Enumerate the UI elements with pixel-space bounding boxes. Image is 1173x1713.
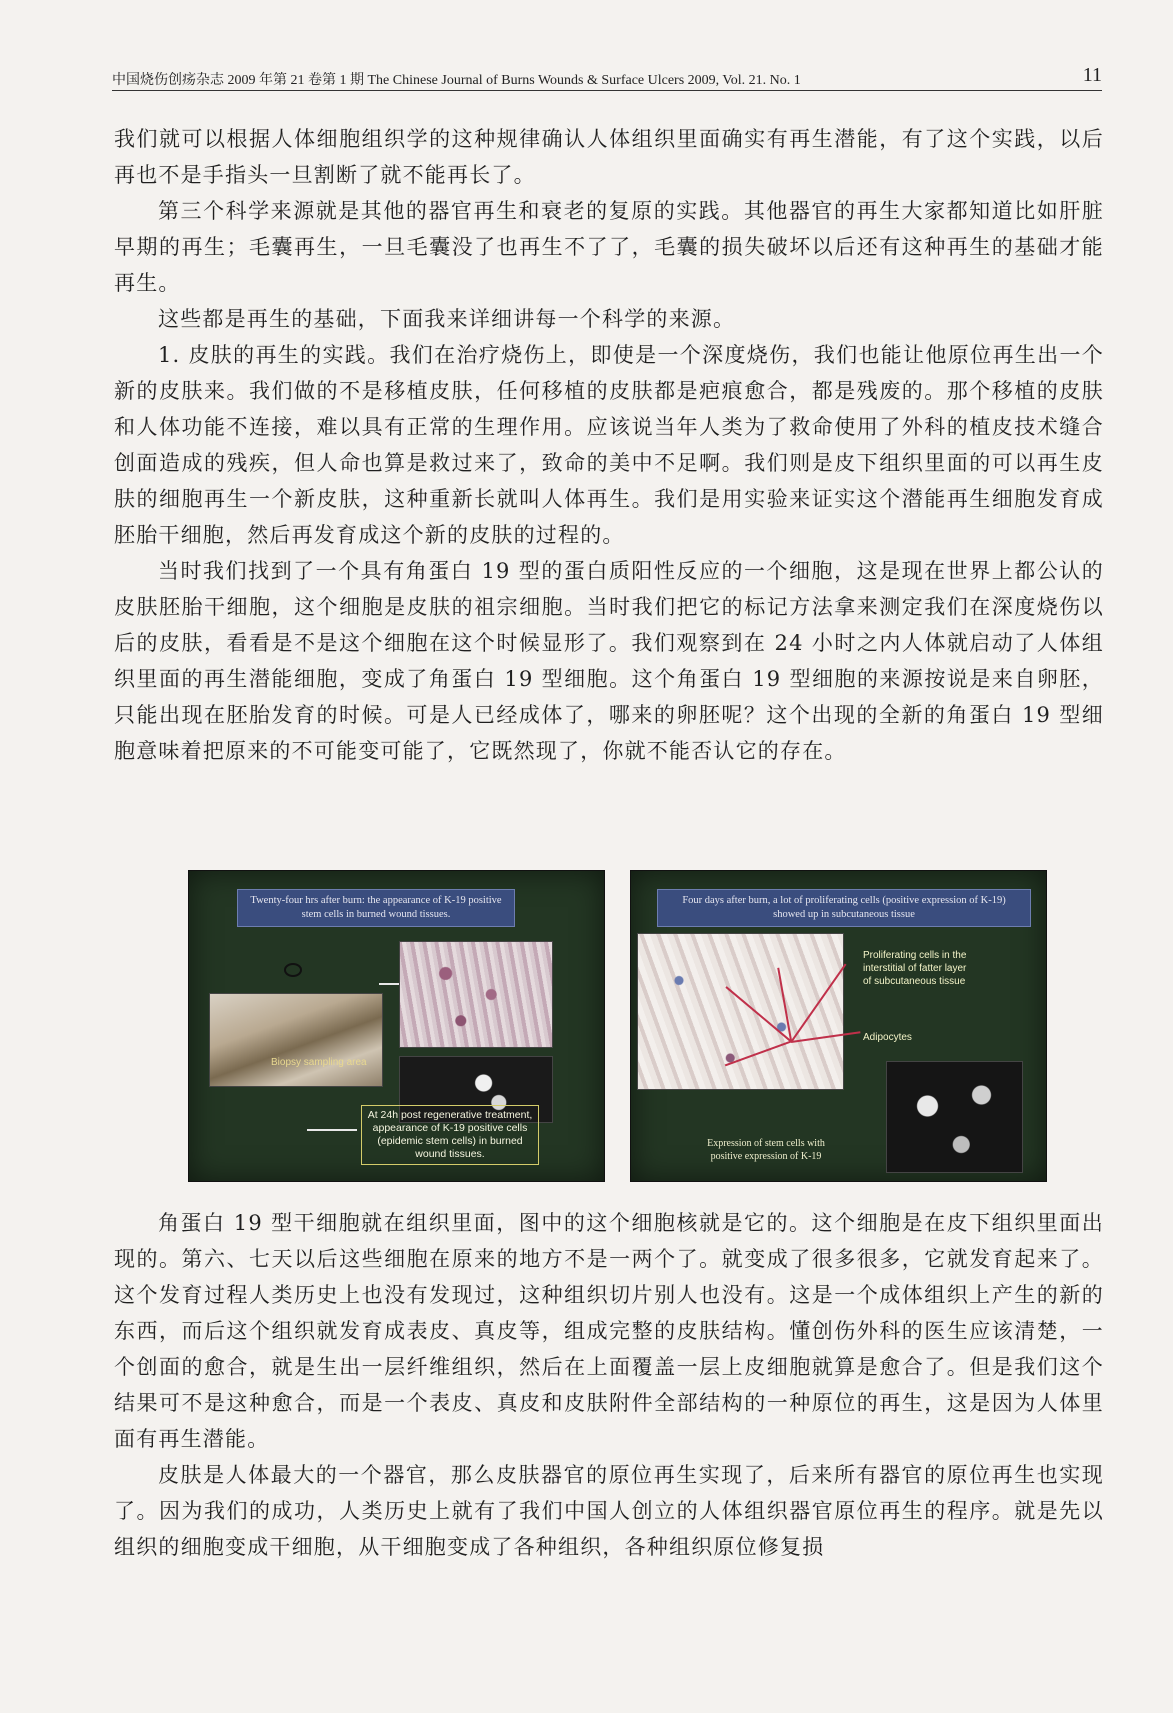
figure-caption: At 24h post regenerative treatment, appearance of K-19 positive cells (epidemic stem cells) in burned wound tissues. — [361, 1105, 539, 1165]
paragraph: 这些都是再生的基础，下面我来详细讲每一个科学的来源。 — [158, 307, 736, 331]
paragraph: 角蛋白 19 型干细胞就在组织里面，图中的这个细胞核就是它的。这个细胞是在皮下组织里面出现的。第六、七天以后这些细胞在原来的地方不是一两个了。就变成了很多很多，它就发育起来了。这个发育过程人类历史上也没有发现过，这种组织切片别人也没有。这是一个成体组织上产生的新的东西，而后这个组织就发育成表皮、真皮等，组成完整的皮肤结构。懂创伤外科的医生应该清楚，一个创面的愈合，就是生出一层纤维组织，然后在上面覆盖一层上皮细胞就算是愈合了。但是我们这个结果可不是这种愈合，而是一个表皮、真皮和皮肤附件全部结构的一种原位的再生，这是因为人体里面有再生潜能。 — [114, 1211, 1104, 1451]
proliferating-cells-label: Proliferating cells in the interstitial of fatter layer of subcutaneous tissue — [863, 950, 967, 987]
k19-expression-photo — [886, 1061, 1023, 1173]
biopsy-area-label: Biopsy sampling area — [271, 1057, 367, 1068]
figure-title: Twenty-four hrs after burn: the appearance of K-19 positive stem cells in burned wound tissues. — [237, 889, 515, 927]
figure-k19-24hrs — [188, 870, 605, 1182]
figure-title: Four days after burn, a lot of proliferating cells (positive expression of K-19) showed up in subcutaneous tissue — [657, 889, 1031, 927]
figure-k19-4days — [630, 870, 1047, 1182]
journal-citation: 中国烧伤创疡杂志 2009 年第 21 卷第 1 期 The Chinese Journal of Burns Wounds & Surface Ulcers 2009, Vol. 21. No. 1 — [112, 73, 801, 88]
paragraph: 当时我们找到了一个具有角蛋白 19 型的蛋白质阳性反应的一个细胞，这是现在世界上都公认的皮肤胚胎干细胞，这个细胞是皮肤的祖宗细胞。当时我们把它的标记方法拿来测定我们在深度烧伤以后的皮肤，看看是不是这个细胞在这个时候显形了。我们观察到在 24 小时之内人体就启动了人体组织里面的再生潜能细胞，变成了角蛋白 19 型细胞。这个角蛋白 19 型细胞的来源按说是来自卵胚，只能出现在胚胎发育的时候。可是人已经成体了，哪来的卵胚呢？这个出现的全新的角蛋白 19 型细胞意味着把原来的不可能变可能了，它既然现了，你就不能否认它的存在。 — [114, 559, 1104, 763]
paragraph: 1. 皮肤的再生的实践。我们在治疗烧伤上，即使是一个深度烧伤，我们也能让他原位再生出一个新的皮肤来。我们做的不是移植皮肤，任何移植的皮肤都是疤痕愈合，都是残废的。那个移植的皮肤和人体功能不连接，难以具有正常的生理作用。应该说当年人类为了救命使用了外科的植皮技术缝合创面造成的残疾，但人命也算是救过来了，致命的美中不足啊。我们则是皮下组织里面的可以再生皮肤的细胞再生一个新皮肤，这种重新长就叫人体再生。我们是用实验来证实这个潜能再生细胞发育成胚胎干细胞，然后再发育成这个新的皮肤的过程的。 — [114, 343, 1104, 547]
page-number: 11 — [1082, 64, 1102, 86]
adipocytes-label: Adipocytes — [863, 1032, 912, 1043]
figure-caption: Expression of stem cells with positive expression of K-19 — [707, 1138, 825, 1162]
paragraph: 第三个科学来源就是其他的器官再生和衰老的复原的实践。其他器官的再生大家都知道比如肝脏早期的再生；毛囊再生，一旦毛囊没了也再生不了了，毛囊的损失破坏以后还有这种再生的基础才能再生。 — [114, 199, 1104, 295]
arrow-left-icon — [307, 1129, 357, 1131]
body-text-top — [114, 121, 1104, 769]
arrow-right-icon — [379, 983, 401, 985]
body-text-bottom — [114, 1205, 1104, 1565]
biopsy-marker-icon — [284, 963, 302, 977]
burn-wound-photo — [209, 993, 383, 1087]
tissue-section-photo — [399, 941, 553, 1048]
paragraph: 我们就可以根据人体细胞组织学的这种规律确认人体组织里面确实有再生潜能，有了这个实践，以后再也不是手指头一旦割断了就不能再长了。 — [114, 127, 1104, 187]
paragraph: 皮肤是人体最大的一个器官，那么皮肤器官的原位再生实现了，后来所有器官的原位再生也实现了。因为我们的成功，人类历史上就有了我们中国人创立的人体组织器官原位再生的程序。就是先以组织的细胞变成干细胞，从干细胞变成了各种组织，各种组织原位修复损 — [114, 1463, 1104, 1559]
running-header — [112, 66, 1102, 91]
